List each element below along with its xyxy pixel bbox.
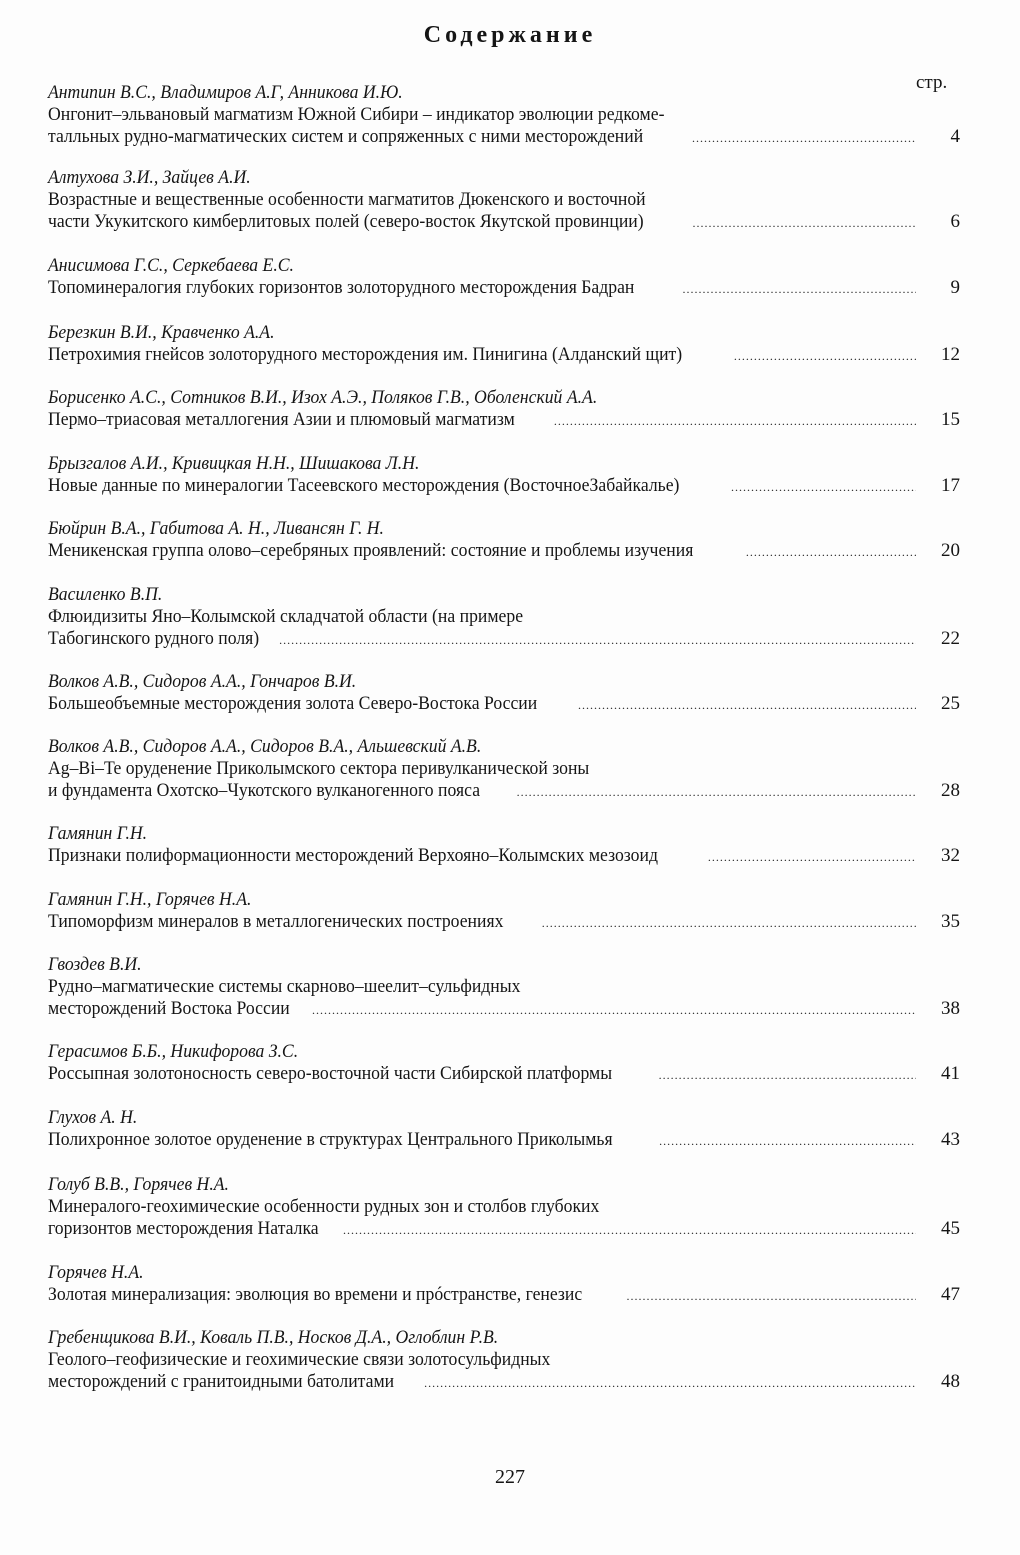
entry-title-line: Петрохимия гнейсов золоторудного месторождения им. Пинигина (Алданский щит) (48, 344, 683, 365)
entry-authors: Алтухова З.И., Зайцев А.И. (48, 167, 251, 188)
entry-page-number[interactable]: 15 (941, 409, 960, 430)
entry-title-row (48, 845, 960, 868)
dot-leader (343, 1219, 916, 1241)
dot-leader (517, 781, 916, 803)
entry-page-number[interactable]: 28 (941, 780, 960, 801)
entry-authors: Герасимов Б.Б., Никифорова З.С. (48, 1041, 299, 1062)
dot-leader (554, 410, 916, 432)
toc-entry[interactable] (48, 518, 960, 563)
dot-leader (708, 846, 916, 868)
entry-page-number[interactable]: 9 (950, 277, 960, 298)
entry-authors: Борисенко А.С., Сотников В.И., Изох А.Э., Поляков Г.В., Оболенский А.А. (48, 387, 598, 408)
entry-authors: Голуб В.В., Горячев Н.А. (48, 1174, 229, 1195)
dot-leader (312, 999, 916, 1021)
entry-title-line: Геолого–геофизические и геохимические связи золотосульфидных (48, 1349, 551, 1370)
entry-title-row (48, 540, 960, 563)
entry-authors: Волков А.В., Сидоров А.А., Гончаров В.И. (48, 671, 357, 692)
entry-title-line: Рудно–магматические системы скарново–шеелит–сульфидных (48, 976, 521, 997)
entry-title-line: Пермо–триасовая металлогения Азии и плюмовый магматизм (48, 409, 515, 430)
entry-title-line: горизонтов месторождения Наталка (48, 1218, 319, 1239)
entry-title-line: месторождений с гранитоидными батолитами (48, 1371, 395, 1392)
entry-title-row (48, 1129, 960, 1152)
entry-title-row (48, 911, 960, 934)
entry-page-number[interactable]: 47 (941, 1284, 960, 1305)
entry-page-number[interactable]: 12 (941, 344, 960, 365)
entry-title-row (48, 126, 960, 149)
entry-authors: Горячев Н.А. (48, 1262, 144, 1283)
entry-page-number[interactable]: 4 (950, 126, 960, 147)
dot-leader (746, 541, 916, 563)
entry-title-row (48, 628, 960, 651)
dot-leader (683, 278, 917, 300)
toc-entry[interactable] (48, 255, 960, 300)
entry-page-number[interactable]: 22 (941, 628, 960, 649)
entry-title-line: Большеобъемные месторождения золота Северо-Востока России (48, 693, 538, 714)
entry-page-number[interactable]: 38 (941, 998, 960, 1019)
entry-authors: Волков А.В., Сидоров А.А., Сидоров В.А., Альшевский А.В. (48, 736, 482, 757)
entry-page-number[interactable]: 32 (941, 845, 960, 866)
page-number: 227 (495, 1466, 525, 1488)
entry-title-line: Топоминералогия глубоких горизонтов золоторудного месторождения Бадран (48, 277, 635, 298)
entry-title-row (48, 277, 960, 300)
dot-leader (692, 127, 916, 149)
contents-heading: Содержание (423, 22, 597, 48)
entry-title-row (48, 1284, 960, 1307)
entry-title-row (48, 344, 960, 367)
entry-authors: Антипин В.С., Владимиров А.Г, Анникова И.Ю. (48, 82, 403, 103)
toc-entry[interactable] (48, 1327, 960, 1394)
entry-title-line: Минералого-геохимические особенности рудных зон и столбов глубоких (48, 1196, 600, 1217)
entry-authors: Березкин В.И., Кравченко А.А. (48, 322, 275, 343)
entry-title-line: Новые данные по минералогии Тасеевского месторождения (ВосточноеЗабайкалье) (48, 475, 680, 496)
entry-title-row (48, 998, 960, 1021)
entry-page-number[interactable]: 6 (950, 211, 960, 232)
entry-authors: Анисимова Г.С., Серкебаева Е.С. (48, 255, 294, 276)
toc-entry[interactable] (48, 322, 960, 367)
entry-authors: Гребенщикова В.И., Коваль П.В., Носков Д.А., Оглоблин Р.В. (48, 1327, 499, 1348)
toc-entry[interactable] (48, 671, 960, 716)
dot-leader (578, 694, 916, 716)
entry-title-line: месторождений Востока России (48, 998, 290, 1019)
dot-leader (659, 1130, 916, 1152)
dot-leader (279, 629, 916, 651)
entry-page-number[interactable]: 41 (941, 1063, 960, 1084)
entry-authors: Бюйрин В.А., Габитова А. Н., Ливансян Г. Н. (48, 518, 384, 539)
entry-title-line: Онгонит–эльвановый магматизм Южной Сибири – индикатор эволюции редкоме- (48, 104, 665, 125)
entry-title-row (48, 1218, 960, 1241)
entry-page-number[interactable]: 35 (941, 911, 960, 932)
toc-entry[interactable] (48, 167, 960, 234)
entry-title-row (48, 1063, 960, 1086)
dot-leader (734, 345, 916, 367)
toc-entry[interactable] (48, 453, 960, 498)
toc-entry[interactable] (48, 584, 960, 651)
toc-entry[interactable] (48, 1174, 960, 1241)
entry-page-number[interactable]: 45 (941, 1218, 960, 1239)
entry-title-row (48, 409, 960, 432)
dot-leader (659, 1064, 916, 1086)
entry-title-row (48, 211, 960, 234)
toc-entry[interactable] (48, 954, 960, 1021)
entry-title-line: Признаки полиформационности месторождений Верхояно–Колымских мезозоид (48, 845, 658, 866)
entry-title-line: Россыпная золотоносность северо-восточной части Сибирской платформы (48, 1063, 613, 1084)
entry-authors: Гвоздев В.И. (48, 954, 142, 975)
entry-title-line: Полихронное золотое оруденение в структурах Центрального Приколымья (48, 1129, 613, 1150)
entry-page-number[interactable]: 25 (941, 693, 960, 714)
toc-entry[interactable] (48, 387, 960, 432)
entry-authors: Гамянин Г.Н. (48, 823, 148, 844)
entry-page-number[interactable]: 17 (941, 475, 960, 496)
entry-title-line: Типоморфизм минералов в металлогенических построениях (48, 911, 504, 932)
entry-title-line: части Укукитского кимберлитовых полей (северо-восток Якутской провинции) (48, 211, 644, 232)
entry-title-line: талльных рудно-магматических систем и сопряженных с ними месторождений (48, 126, 644, 147)
dot-leader (731, 476, 916, 498)
entry-title-row (48, 1371, 960, 1394)
entry-authors: Василенко В.П. (48, 584, 163, 605)
toc-entry[interactable] (48, 1041, 960, 1086)
entry-title-line: Меникенская группа олово–серебряных проявлений: состояние и проблемы изучения (48, 540, 694, 561)
entry-title-line: Табогинского рудного поля) (48, 628, 260, 649)
toc-entry[interactable] (48, 889, 960, 934)
toc-entry[interactable] (48, 823, 960, 868)
entry-title-row (48, 475, 960, 498)
entry-title-row (48, 693, 960, 716)
entry-authors: Глухов А. Н. (48, 1107, 138, 1128)
toc-entry[interactable] (48, 736, 960, 803)
toc-entry[interactable] (48, 1262, 960, 1307)
dot-leader (626, 1285, 916, 1307)
dot-leader (424, 1372, 916, 1394)
dot-leader (542, 912, 916, 934)
toc-entry[interactable] (48, 82, 960, 149)
entry-title-row (48, 780, 960, 803)
entry-page-number[interactable]: 20 (941, 540, 960, 561)
entry-title-line: Ag–Bi–Te оруденение Приколымского сектора перивулканической зоны (48, 758, 590, 779)
page-column-label: стр. (916, 72, 948, 93)
entry-page-number[interactable]: 43 (941, 1129, 960, 1150)
toc-entry[interactable] (48, 1107, 960, 1152)
entry-page-number[interactable]: 48 (941, 1371, 960, 1392)
dot-leader (692, 212, 916, 234)
entry-title-line: Возрастные и вещественные особенности магматитов Дюкенского и восточной (48, 189, 646, 210)
entry-title-line: Золотая минерализация: эволюция во времени и прóстранстве, генезис (48, 1284, 583, 1305)
entry-title-line: и фундамента Охотско–Чукотского вулканогенного пояса (48, 780, 481, 801)
entry-authors: Брызгалов А.И., Кривицкая Н.Н., Шишакова Л.Н. (48, 453, 420, 474)
entry-authors: Гамянин Г.Н., Горячев Н.А. (48, 889, 252, 910)
entry-title-line: Флюидизиты Яно–Колымской складчатой области (на примере (48, 606, 524, 627)
